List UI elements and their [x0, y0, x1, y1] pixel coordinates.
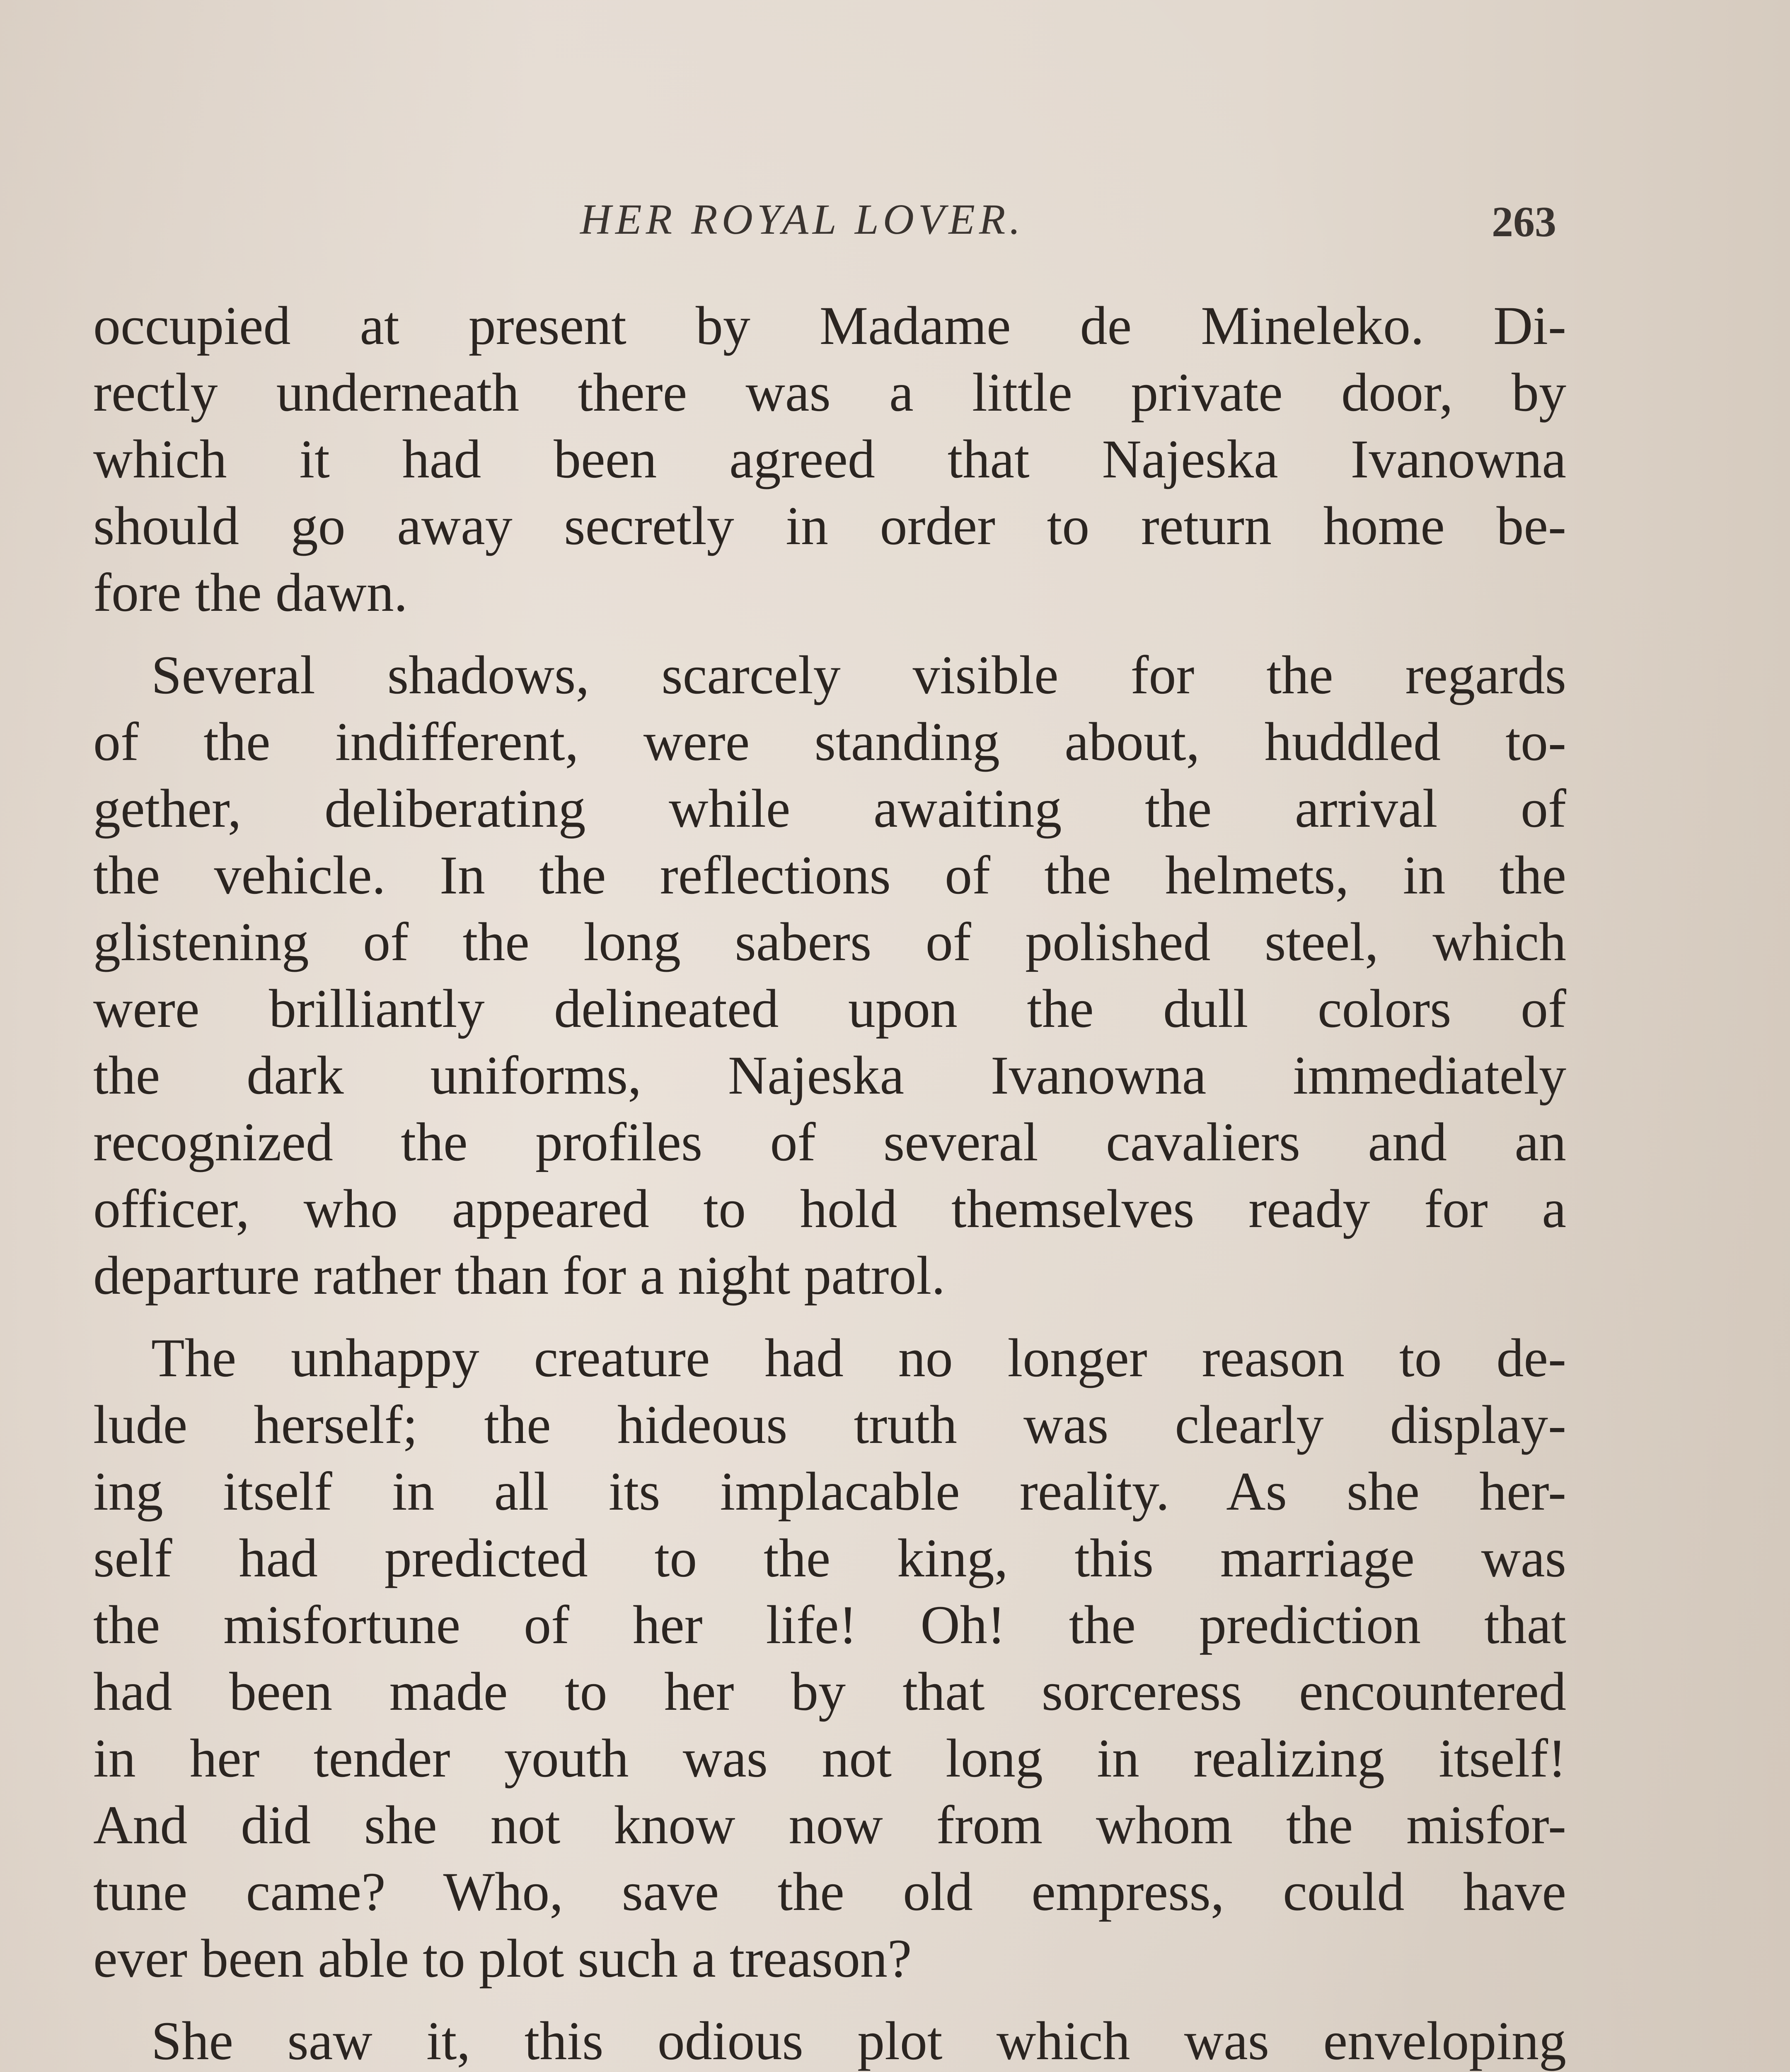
text-line: fore the dawn.	[93, 562, 408, 623]
text-line: ing itself in all its implacable reality. As she her-	[93, 1461, 1566, 1522]
text-line: of the indifferent, were standing about, huddled to-	[93, 711, 1566, 772]
text-line: Several shadows, scarcely visible for the regards	[151, 644, 1566, 705]
paragraph-3	[93, 1324, 1566, 1992]
text-line: lude herself; the hideous truth was clearly display-	[93, 1394, 1566, 1455]
text-line: in her tender youth was not long in realizing itself!	[93, 1728, 1566, 1789]
text-line: And did she not know now from whom the misfor-	[93, 1794, 1566, 1855]
text-line: ever been able to plot such a treason?	[93, 1928, 912, 1989]
text-line: self had predicted to the king, this marriage was	[93, 1527, 1566, 1588]
text-line: had been made to her by that sorceress encountered	[93, 1661, 1566, 1722]
running-head	[0, 195, 1790, 253]
text-line: should go away secretly in order to return home be-	[93, 495, 1566, 556]
text-line: gether, deliberating while awaiting the arrival of	[93, 778, 1566, 839]
text-line: officer, who appeared to hold themselves ready for a	[93, 1178, 1566, 1239]
text-line: rectly underneath there was a little private door, by	[93, 362, 1566, 423]
text-line: the dark uniforms, Najeska Ivanowna immediately	[93, 1045, 1566, 1106]
running-title: HER ROYAL LOVER.	[580, 196, 1025, 243]
paragraph-1	[93, 292, 1566, 626]
text-line: The unhappy creature had no longer reason to de-	[151, 1327, 1566, 1388]
text-line: occupied at present by Madame de Mineleko. Di-	[93, 295, 1566, 356]
paragraph-4	[93, 2007, 1566, 2072]
text-line: glistening of the long sabers of polished steel, which	[93, 911, 1566, 972]
text-line: recognized the profiles of several cavaliers and an	[93, 1111, 1566, 1172]
text-line: tune came? Who, save the old empress, could have	[93, 1861, 1566, 1922]
paragraph-2	[93, 641, 1566, 1309]
text-line: the misfortune of her life! Oh! the prediction that	[93, 1594, 1566, 1655]
body-text	[93, 292, 1566, 2072]
text-line: the vehicle. In the reflections of the helmets, in the	[93, 845, 1566, 905]
page-number: 263	[1492, 198, 1556, 246]
text-line: departure rather than for a night patrol.	[93, 1245, 946, 1306]
text-line: which it had been agreed that Najeska Ivanowna	[93, 428, 1566, 489]
text-line: were brilliantly delineated upon the dull colors of	[93, 978, 1566, 1039]
text-line: She saw it, this odious plot which was enveloping	[151, 2010, 1566, 2071]
